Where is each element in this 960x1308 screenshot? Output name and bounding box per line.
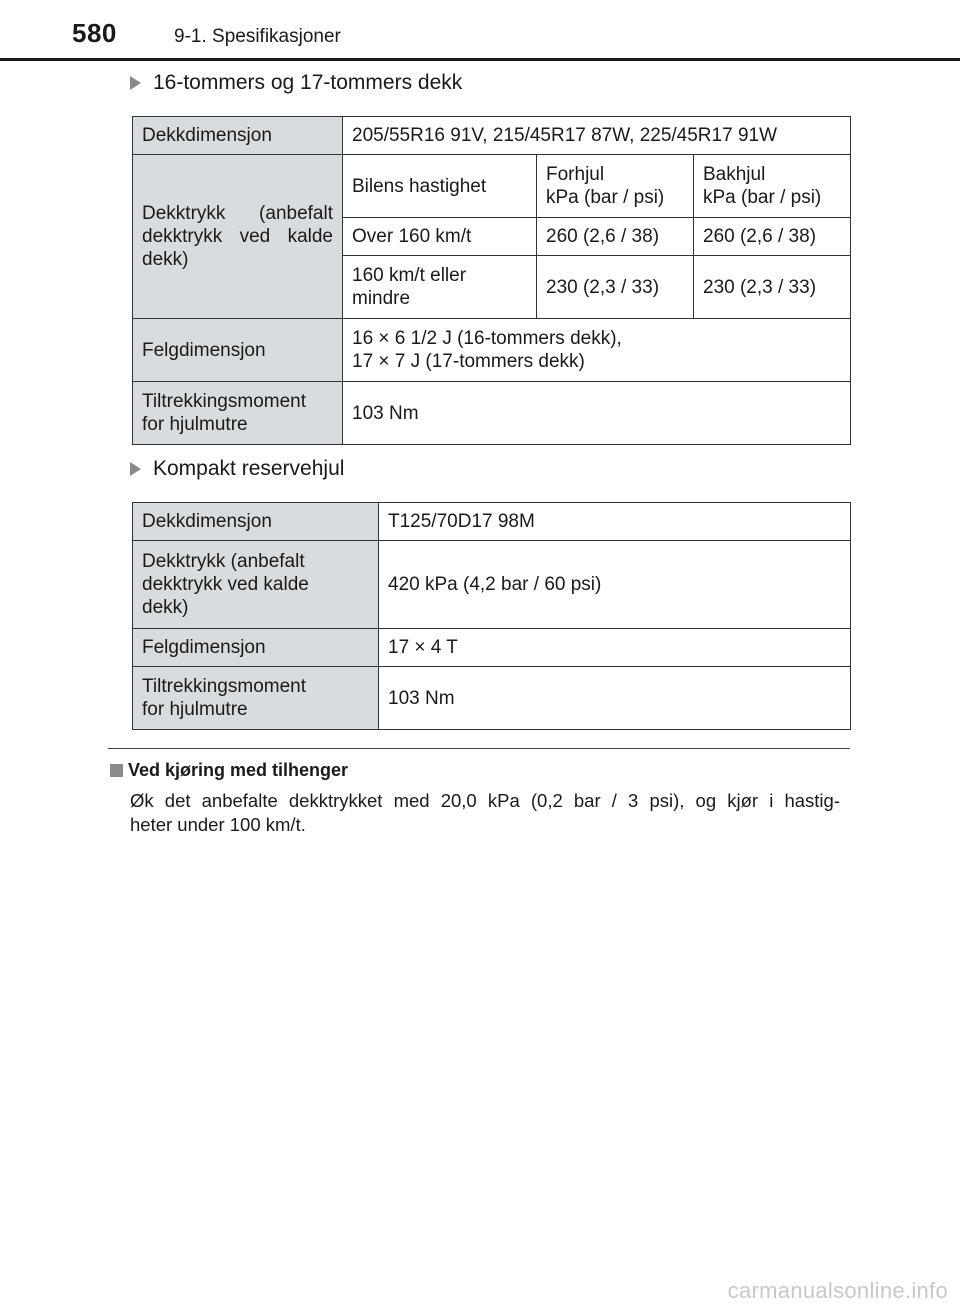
front-pressure: 230 (2,3 / 33) <box>537 256 694 319</box>
rim-value: 16 × 6 1/2 J (16-tommers dekk), 17 × 7 J (17-tommers dekk) <box>343 319 851 382</box>
spare-spec-table <box>132 502 851 730</box>
table-row <box>133 382 851 445</box>
dimension-value: 205/55R16 91V, 215/45R17 87W, 225/45R17 91W <box>343 117 851 155</box>
pressure-label: Dekktrykk (anbefalt dekktrykk ved kalde dekk) <box>133 541 379 629</box>
rim-label: Felgdimensjon <box>133 319 343 382</box>
table-row <box>133 117 851 155</box>
torque-value: 103 Nm <box>343 382 851 445</box>
tire-spec-table <box>132 116 851 445</box>
speed-value: Over 160 km/t <box>343 218 537 256</box>
triangle-bullet-icon <box>130 462 141 476</box>
towing-note-body: Øk det anbefalte dekktrykket med 20,0 kPa (0,2 bar / 3 psi), og kjør i hastig- heter under 100 km/t. <box>130 790 840 835</box>
rim-value: 17 × 4 T <box>379 629 851 667</box>
rear-pressure: 230 (2,3 / 33) <box>694 256 851 319</box>
rear-header: Bakhjul kPa (bar / psi) <box>694 155 851 218</box>
dimension-value: T125/70D17 98M <box>379 503 851 541</box>
subheading-text: 16-tommers og 17-tommers dekk <box>153 71 463 94</box>
table-row <box>133 541 851 629</box>
speed-header: Bilens hastighet <box>343 155 537 218</box>
square-bullet-icon <box>110 764 123 777</box>
table-row <box>133 319 851 382</box>
table-row <box>133 667 851 730</box>
watermark: carmanualsonline.info <box>727 1278 948 1303</box>
speed-value: 160 km/t eller mindre <box>343 256 537 319</box>
triangle-bullet-icon <box>130 76 141 90</box>
torque-value: 103 Nm <box>379 667 851 730</box>
front-pressure: 260 (2,6 / 38) <box>537 218 694 256</box>
front-header: Forhjul kPa (bar / psi) <box>537 155 694 218</box>
rim-label: Felgdimensjon <box>133 629 379 667</box>
table-row <box>133 503 851 541</box>
page-number: 580 <box>72 18 117 48</box>
pressure-label: Dekktrykk (anbefalt dekktrykk ved kalde dekk) <box>133 155 343 319</box>
dimension-label: Dekkdimensjon <box>133 117 343 155</box>
pressure-value: 420 kPa (4,2 bar / 60 psi) <box>379 541 851 629</box>
table-row <box>133 155 851 218</box>
section-divider <box>108 748 850 749</box>
subheading-16-17-tires <box>130 71 462 95</box>
rear-pressure: 260 (2,6 / 38) <box>694 218 851 256</box>
section-label: 9-1. Spesifikasjoner <box>174 26 341 47</box>
subheading-text: Kompakt reservehjul <box>153 457 345 480</box>
dimension-label: Dekkdimensjon <box>133 503 379 541</box>
header-rule <box>0 58 960 61</box>
subheading-spare-wheel <box>130 457 344 481</box>
torque-label: Tiltrekkingsmoment for hjulmutre <box>133 382 343 445</box>
table-row <box>133 629 851 667</box>
torque-label: Tiltrekkingsmoment for hjulmutre <box>133 667 379 730</box>
page-header <box>0 0 960 60</box>
towing-note-title: Ved kjøring med tilhenger <box>110 760 348 781</box>
